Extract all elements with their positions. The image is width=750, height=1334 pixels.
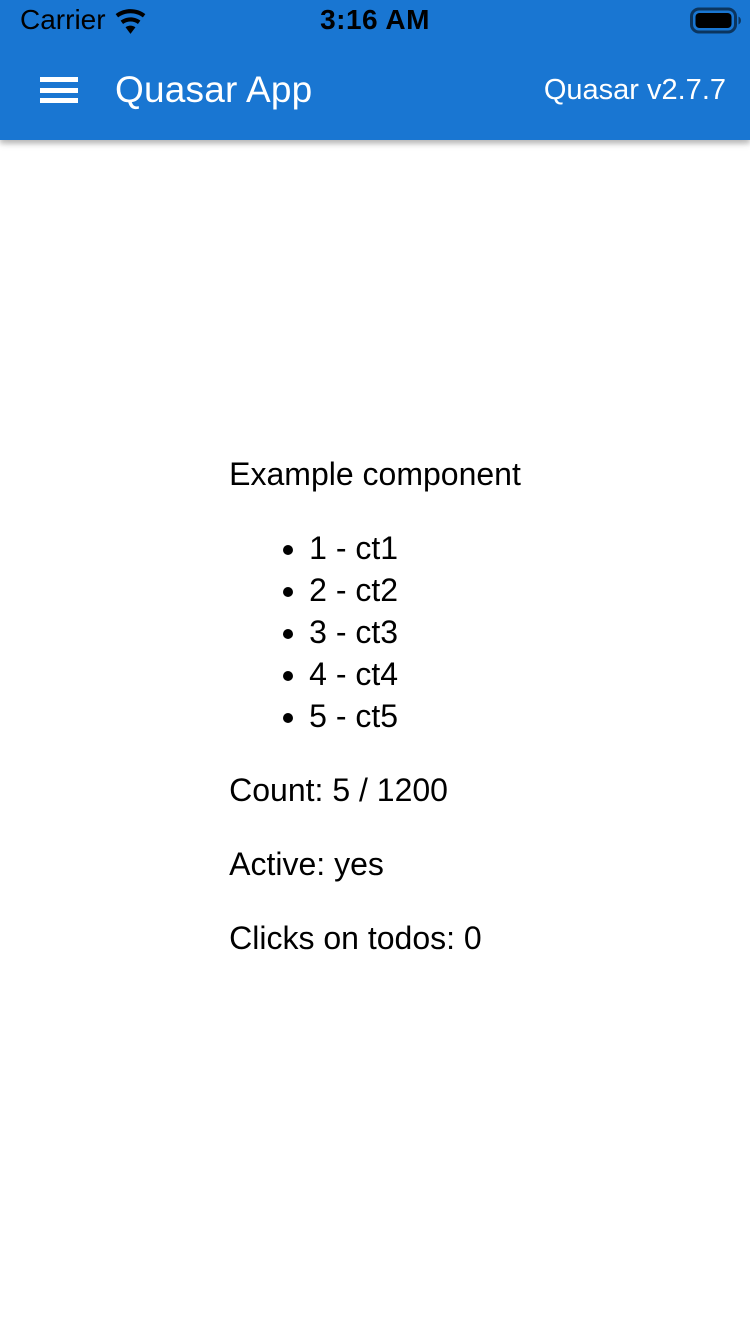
todo-item[interactable]: • 5 - ct5 [309, 695, 521, 737]
example-title: Example component [229, 456, 521, 492]
active-text: Active: yes [229, 846, 384, 882]
status-bar [0, 0, 750, 40]
clicks-text: Clicks on todos: 0 [229, 920, 482, 956]
toolbar [0, 40, 750, 140]
hamburger-icon [40, 77, 78, 82]
version-label: Quasar v2.7.7 [543, 73, 726, 106]
menu-button[interactable] [24, 55, 94, 125]
app-header [0, 0, 750, 140]
carrier-label: Carrier [20, 4, 106, 35]
clock-label: 3:16 AM [320, 4, 430, 35]
count-text: Count: 5 / 1200 [229, 772, 448, 808]
todo-item[interactable]: • 3 - ct3 [309, 611, 521, 653]
example-component [229, 453, 521, 959]
todo-item[interactable]: • 4 - ct4 [309, 653, 521, 695]
page-content [0, 140, 750, 1334]
todo-list [229, 527, 521, 737]
app-title: Quasar App [115, 69, 313, 110]
battery-icon [690, 7, 742, 34]
todo-item[interactable]: • 1 - ct1 [309, 527, 521, 569]
todo-item[interactable]: • 2 - ct2 [309, 569, 521, 611]
status-right-group [690, 0, 742, 40]
